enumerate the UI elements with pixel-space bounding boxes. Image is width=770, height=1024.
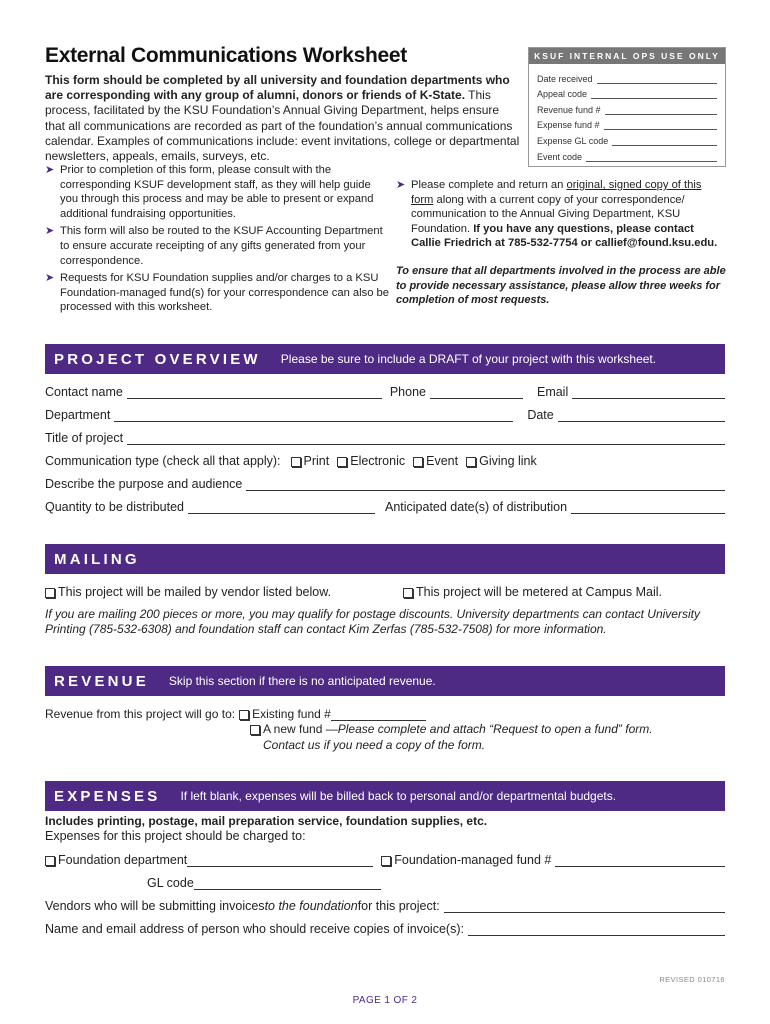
revenue-header: REVENUE Skip this section if there is no anticipated revenue. <box>45 666 725 696</box>
gl-code-field[interactable] <box>194 877 381 890</box>
ops-expense-fund[interactable]: Expense fund # <box>529 115 725 131</box>
print-checkbox[interactable] <box>291 457 301 467</box>
contact-name-field[interactable] <box>127 386 382 399</box>
intro-rest: This process, facilitated by the KSU Foundation’s Annual Giving Department, helps ensure that all communications are recorded as part of the foundation’s annual communications calendar. Examples of communications include: event invitations, college or departmental newsletters, appeals, emails, surveys, etc. <box>45 88 520 164</box>
quantity-field[interactable] <box>188 501 375 514</box>
completion-note: To ensure that all departments involved in the process are able to provide necessary assistance, please allow three weeks for completion of most requests. <box>396 265 726 307</box>
ops-header: KSUF INTERNAL OPS USE ONLY <box>529 48 725 64</box>
quantity-row: Quantity to be distributed Anticipated date(s) of distribution <box>45 498 725 514</box>
campus-mail-checkbox[interactable] <box>403 588 413 598</box>
title-of-project-field[interactable] <box>127 432 725 445</box>
bullets-left <box>45 163 390 318</box>
department-row: Department Date <box>45 406 725 422</box>
revised-label: REVISED 010716 <box>659 975 725 984</box>
arrow-icon: ➤ <box>45 225 55 238</box>
new-fund-checkbox[interactable] <box>250 725 260 735</box>
ops-appeal-code[interactable]: Appeal code <box>529 84 725 100</box>
page-number: PAGE 1 OF 2 <box>352 995 418 1006</box>
event-checkbox[interactable] <box>413 457 423 467</box>
phone-field[interactable] <box>430 386 523 399</box>
intro-text <box>45 73 520 164</box>
describe-field[interactable] <box>246 478 725 491</box>
expenses-bold-line: Includes printing, postage, mail preparation service, foundation supplies, etc. <box>45 814 488 828</box>
giving-link-checkbox[interactable] <box>466 457 476 467</box>
mailing-note: If you are mailing 200 pieces or more, you may qualify for postage discounts. University departments can contact University Printing (785-532-6308) and foundation staff can contact Kim Zerfas (785-532-7508) for more information. <box>45 607 700 637</box>
arrow-icon: ➤ <box>45 272 55 285</box>
internal-ops-box <box>528 47 726 167</box>
ops-revenue-fund[interactable]: Revenue fund # <box>529 99 725 115</box>
foundation-fund-field[interactable] <box>555 854 725 867</box>
bullet-right: ➤ Please complete and return an original, signed copy of this form along with a current copy of your correspondence/ communication to the Annual Giving Department, KSU Foundation. If you have any questions, please contact Callie Friedrich at 785-532-7754 or callief@found.ksu.edu. <box>396 179 718 250</box>
foundation-department-checkbox[interactable] <box>45 856 55 866</box>
department-field[interactable] <box>114 409 513 422</box>
ops-expense-gl-code[interactable]: Expense GL code <box>529 130 725 146</box>
bullet-item: ➤ This form will also be routed to the KSUF Accounting Department to ensure accurate receipting of any gifts generated from your correspondence. <box>45 225 383 267</box>
vendors-row: Vendors who will be submitting invoices to the foundation for this project: <box>45 897 725 913</box>
email-field[interactable] <box>572 386 725 399</box>
gl-code-row: GL code <box>147 874 387 890</box>
contact-row: Contact name Phone Email <box>45 383 725 399</box>
vendor-mail-checkbox[interactable] <box>45 588 55 598</box>
comm-type-row: Communication type (check all that apply): Print Electronic Event Giving link <box>45 454 537 468</box>
revenue-row: Revenue from this project will go to: Existing fund # <box>45 705 725 721</box>
vendors-field[interactable] <box>444 900 725 913</box>
describe-row: Describe the purpose and audience <box>45 475 725 491</box>
bullet-item: ➤ Prior to completion of this form, please consult with the corresponding KSUF development staff, as they will help guide you through this process and may be able to present or expand additional fundraising opportunities. <box>45 164 374 220</box>
bullet-item: ➤ Requests for KSU Foundation supplies and/or charges to a KSU Foundation-managed fund(s) for your correspondence can also be processed with this worksheet. <box>45 272 389 314</box>
expense-fund-row: Foundation department Foundation-managed fund # <box>45 851 725 867</box>
invoice-contact-field[interactable] <box>468 923 725 936</box>
date-field[interactable] <box>558 409 725 422</box>
new-fund-row: A new fund — Please complete and attach “Request to open a fund” form. <box>250 720 730 736</box>
project-overview-header: PROJECT OVERVIEW Please be sure to include a DRAFT of your project with this worksheet. <box>45 344 725 374</box>
existing-fund-checkbox[interactable] <box>239 710 249 720</box>
invoice-contact-row: Name and email address of person who should receive copies of invoice(s): <box>45 920 725 936</box>
mailing-header: MAILING <box>45 544 725 574</box>
expenses-header: EXPENSES If left blank, expenses will be billed back to personal and/or departmental budgets. <box>45 781 725 811</box>
page-title: External Communications Worksheet <box>45 44 407 67</box>
ops-date-received[interactable]: Date received <box>529 68 725 84</box>
foundation-fund-checkbox[interactable] <box>381 856 391 866</box>
mailing-options-row: This project will be mailed by vendor listed below. This project will be metered at Campus Mail. <box>45 583 725 599</box>
expenses-charged-to: Expenses for this project should be charged to: <box>45 829 306 843</box>
foundation-department-field[interactable] <box>187 854 373 867</box>
anticipated-date-field[interactable] <box>571 501 725 514</box>
title-row: Title of project <box>45 429 725 445</box>
ops-event-code[interactable]: Event code <box>529 146 725 162</box>
arrow-icon: ➤ <box>45 164 55 176</box>
intro-bold: This form should be completed by all university and foundation departments who are corresponding with any group of alumni, donors or friends of K-State. <box>45 73 510 103</box>
arrow-icon: ➤ <box>396 179 406 191</box>
contact-note-row: Contact us if you need a copy of the form. <box>263 738 486 752</box>
electronic-checkbox[interactable] <box>337 457 347 467</box>
